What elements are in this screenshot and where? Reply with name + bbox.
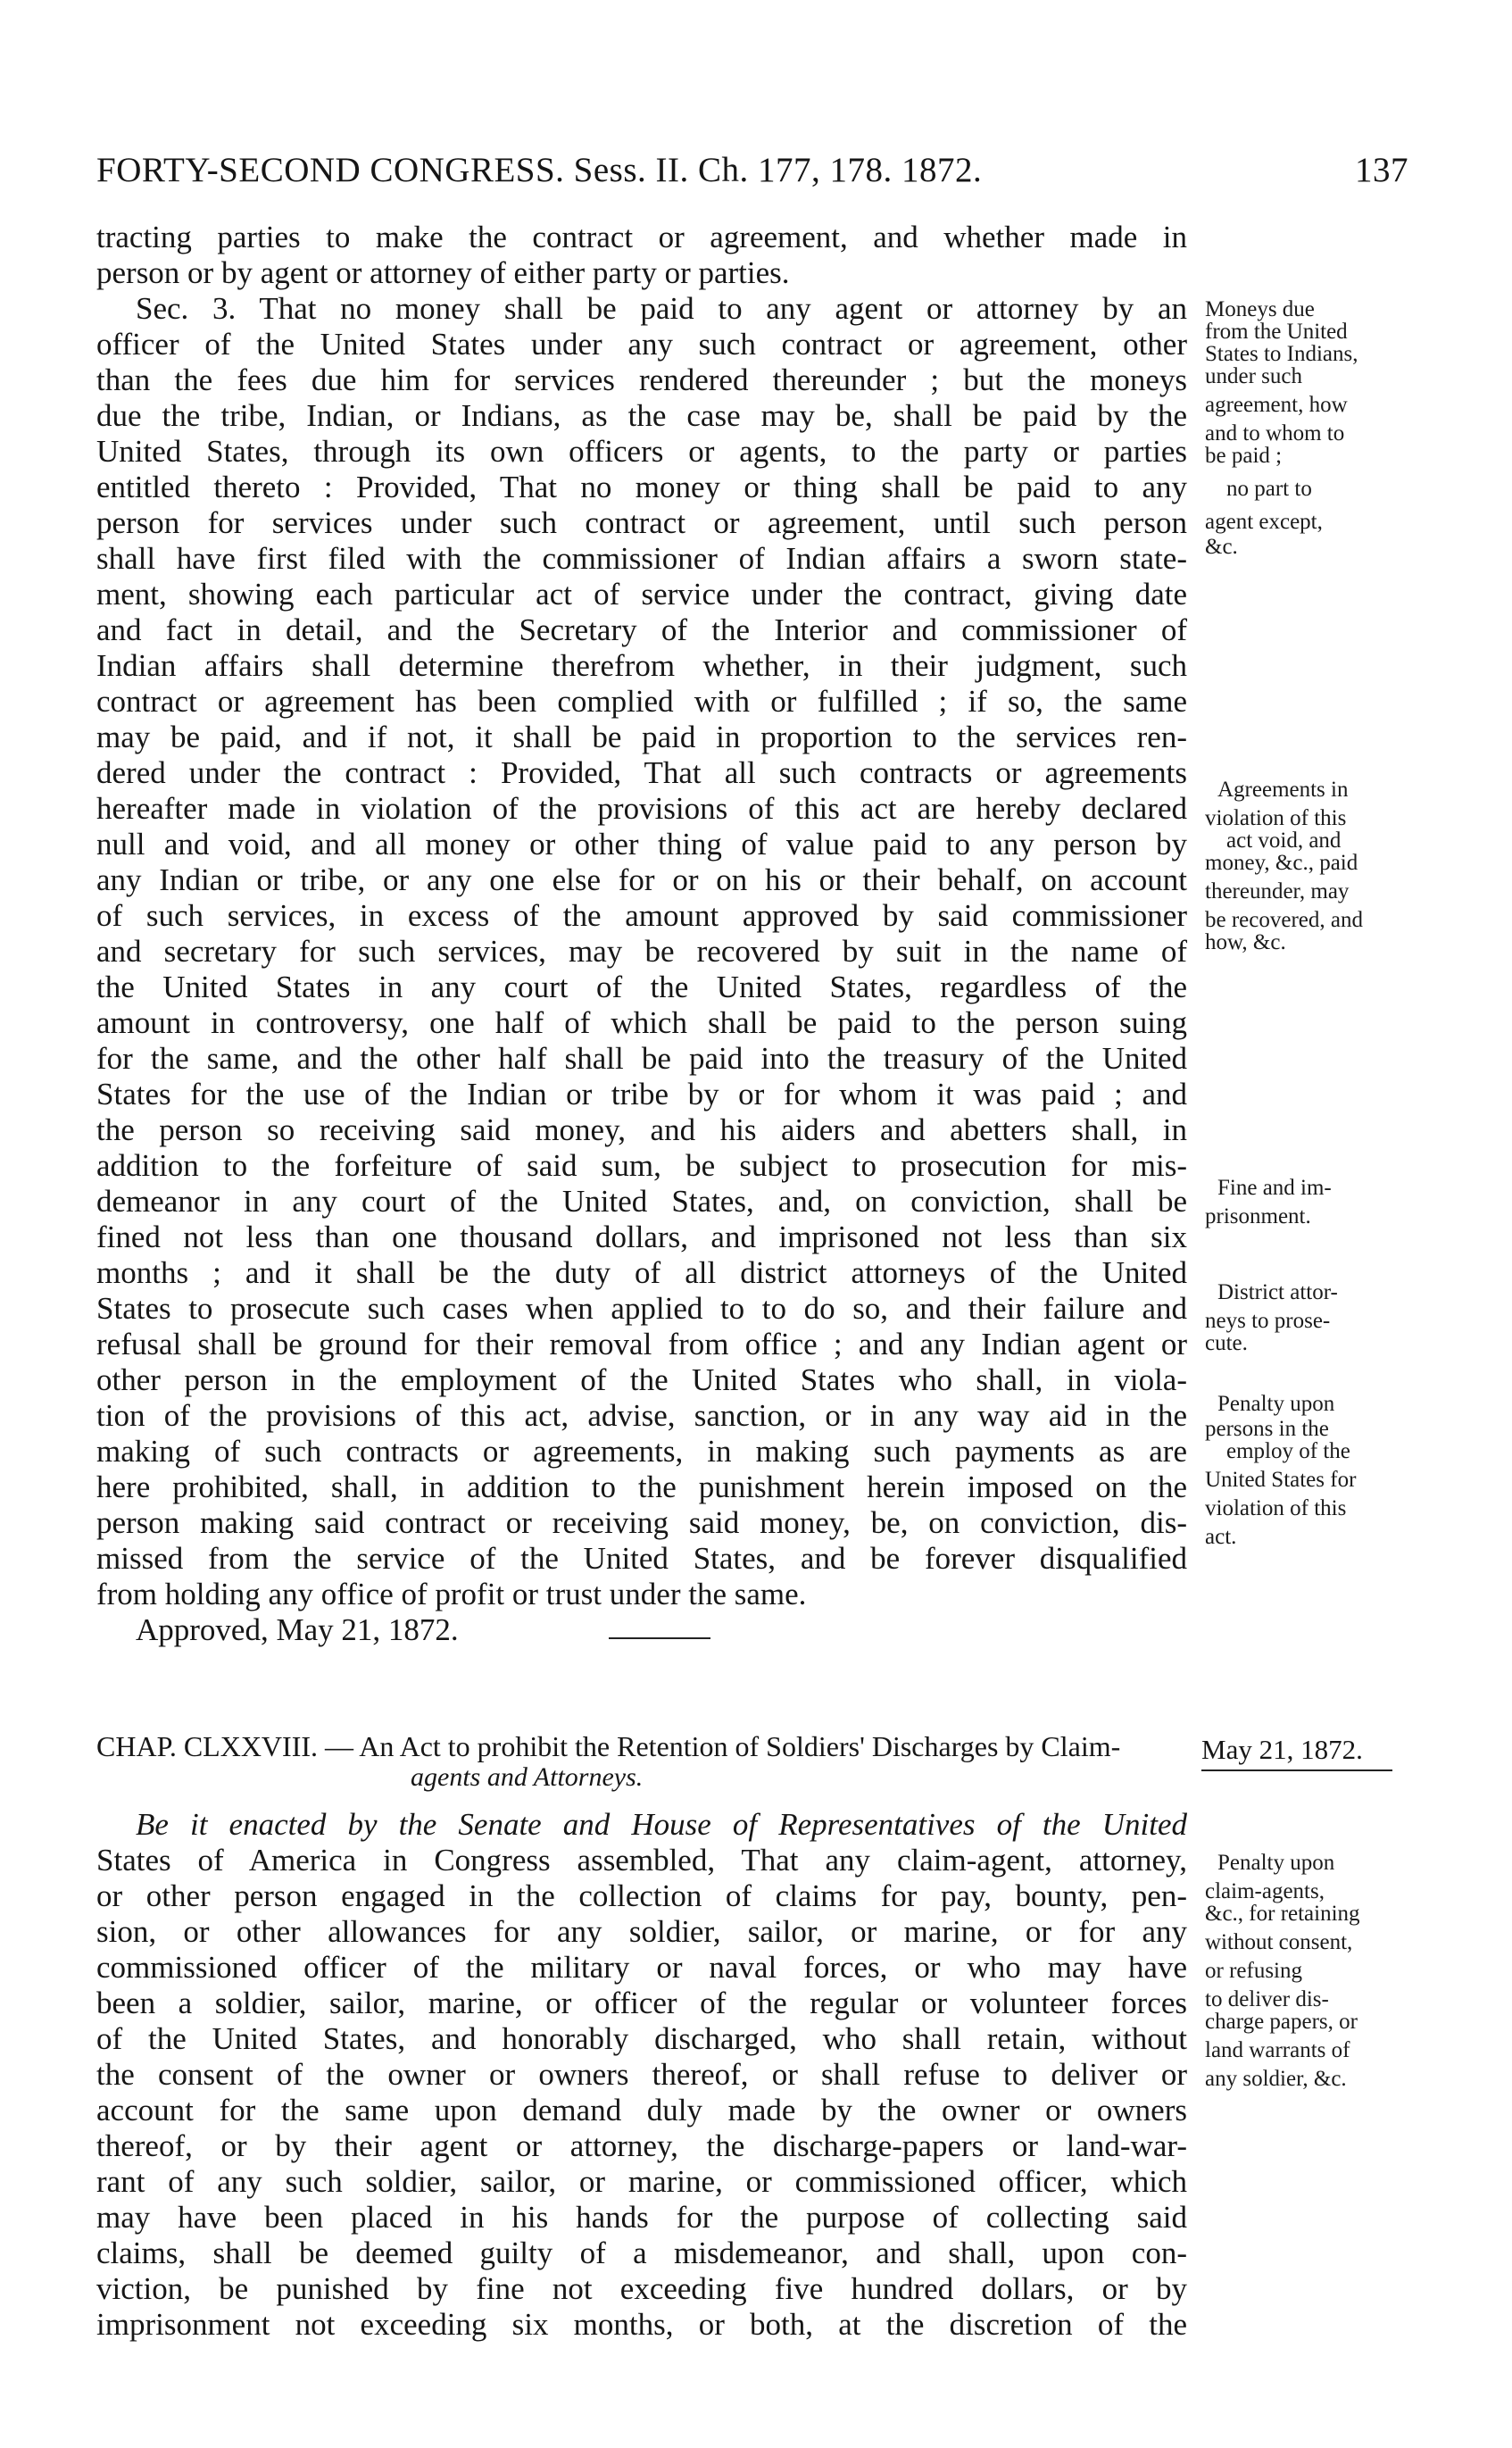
chapter-heading: CHAP. CLXXVIII. — An Act to prohibit the Retention of Soldiers' Discharges by Claim- xyxy=(96,1730,1121,1762)
margin-note: or refusing xyxy=(1205,1959,1302,1983)
margin-note: employ of the xyxy=(1226,1439,1350,1463)
margin-note: agent except, xyxy=(1205,510,1323,534)
text-line: may have been placed in his hands for the purpose of collecting said xyxy=(96,2200,1187,2235)
margin-note: be recovered, and xyxy=(1205,908,1363,932)
text-line: United States, through its own officers or agents, to the party or parties xyxy=(96,434,1187,469)
date-rule xyxy=(1201,1769,1392,1771)
margin-note: how, &c. xyxy=(1205,930,1286,954)
margin-note: from the United xyxy=(1205,320,1348,344)
margin-note: to deliver dis- xyxy=(1205,1987,1329,2011)
text-line: may be paid, and if not, it shall be paid in proportion to the services ren- xyxy=(96,720,1187,754)
margin-note: United States for xyxy=(1205,1468,1357,1492)
margin-note: neys to prose- xyxy=(1205,1309,1331,1333)
chapter-178-text xyxy=(96,1807,1187,2378)
running-head: FORTY-SECOND CONGRESS. Sess. II. Ch. 177, 178. 1872. xyxy=(96,151,983,189)
text-line: been a soldier, sailor, marine, or officer of the regular or volunteer forces xyxy=(96,1986,1187,2020)
chapter-date: May 21, 1872. xyxy=(1201,1734,1363,1765)
margin-note: &c. xyxy=(1205,535,1238,559)
text-line: ment, showing each particular act of service under the contract, giving date xyxy=(96,577,1187,612)
text-line: person for services under such contract or agreement, until such person xyxy=(96,505,1187,540)
margin-note: and to whom to xyxy=(1205,421,1345,445)
margin-note: prisonment. xyxy=(1205,1204,1311,1228)
margin-note: act void, and xyxy=(1226,828,1342,853)
margin-note: cute. xyxy=(1205,1331,1248,1355)
margin-note: violation of this xyxy=(1205,1496,1347,1520)
text-line: here prohibited, shall, in addition to the punishment herein imposed on the xyxy=(96,1470,1187,1504)
chapter-heading-cont: agents and Attorneys. xyxy=(411,1762,644,1792)
text-line: from holding any office of profit or trust under the same. xyxy=(96,1577,807,1611)
text-line: the United States in any court of the United States, regardless of the xyxy=(96,970,1187,1004)
text-line: of the United States, and honorably discharged, who shall retain, without xyxy=(96,2021,1187,2056)
text-line: demeanor in any court of the United States, and, on conviction, shall be xyxy=(96,1184,1187,1219)
margin-note: act. xyxy=(1205,1525,1237,1549)
text-line: other person in the employment of the United States who shall, in viola- xyxy=(96,1362,1187,1397)
text-line: making of such contracts or agreements, in making such payments as are xyxy=(96,1434,1187,1469)
margin-note: without consent, xyxy=(1205,1930,1353,1954)
margin-note: money, &c., paid xyxy=(1205,851,1358,875)
text-line: or other person engaged in the collection of claims for pay, bounty, pen- xyxy=(96,1878,1187,1913)
text-line: months ; and it shall be the duty of all district attorneys of the United xyxy=(96,1255,1187,1290)
margin-note: Fine and im- xyxy=(1217,1176,1332,1200)
text-line: officer of the United States under any such contract or agreement, other xyxy=(96,327,1187,362)
margin-note: Moneys due xyxy=(1205,297,1315,321)
text-line: States for the use of the Indian or tribe by or for whom it was paid ; and xyxy=(96,1077,1187,1112)
running-header xyxy=(96,150,1408,195)
text-line: null and void, and all money or other thing of value paid to any person by xyxy=(96,827,1187,862)
section-divider xyxy=(609,1637,710,1639)
text-line: person or by agent or attorney of either party or parties. xyxy=(96,255,790,290)
margin-note: agreement, how xyxy=(1205,393,1348,417)
text-line: Be it enacted by the Senate and House of Representatives of the United xyxy=(136,1807,1187,1842)
margin-note: Penalty upon xyxy=(1217,1392,1335,1416)
text-line: the consent of the owner or owners thereof, or shall refuse to deliver or xyxy=(96,2057,1187,2092)
margin-note: under such xyxy=(1205,364,1302,388)
text-line: person making said contract or receiving said money, be, on conviction, dis- xyxy=(96,1505,1187,1540)
text-line: account for the same upon demand duly made by the owner or owners xyxy=(96,2093,1187,2127)
margin-note: States to Indians, xyxy=(1205,342,1358,366)
text-line: the person so receiving said money, and his aiders and abetters shall, in xyxy=(96,1112,1187,1147)
text-line: refusal shall be ground for their removal from office ; and any Indian agent or xyxy=(96,1327,1187,1361)
margin-note: land warrants of xyxy=(1205,2038,1350,2062)
margin-note: charge papers, or xyxy=(1205,2010,1358,2034)
text-line: fined not less than one thousand dollars, and imprisoned not less than six xyxy=(96,1220,1187,1254)
margin-note: no part to xyxy=(1226,477,1312,501)
page-number: 137 xyxy=(1355,151,1408,189)
margin-note: District attor- xyxy=(1217,1280,1338,1304)
margin-note: any soldier, &c. xyxy=(1205,2067,1347,2091)
text-line: sion, or other allowances for any soldier, sailor, or marine, or for any xyxy=(96,1914,1187,1949)
approved-line: Approved, May 21, 1872. xyxy=(136,1612,459,1647)
text-line: tion of the provisions of this act, advise, sanction, or in any way aid in the xyxy=(96,1398,1187,1433)
text-line: any Indian or tribe, or any one else for or on his or their behalf, on account xyxy=(96,862,1187,897)
text-line: shall have first filed with the commissioner of Indian affairs a sworn state- xyxy=(96,541,1187,576)
text-line: Sec. 3. That no money shall be paid to any agent or attorney by an xyxy=(136,291,1187,326)
text-line: contract or agreement has been complied with or fulfilled ; if so, the same xyxy=(96,684,1187,719)
text-line: due the tribe, Indian, or Indians, as the case may be, shall be paid by the xyxy=(96,398,1187,433)
text-line: addition to the forfeiture of said sum, be subject to prosecution for mis- xyxy=(96,1148,1187,1183)
text-line: rant of any such soldier, sailor, or marine, or commissioned officer, which xyxy=(96,2164,1187,2199)
margin-note: Penalty upon xyxy=(1217,1851,1335,1875)
text-line: commissioned officer of the military or naval forces, or who may have xyxy=(96,1950,1187,1985)
text-line: viction, be punished by fine not exceeding five hundred dollars, or by xyxy=(96,2271,1187,2306)
margin-note: persons in the xyxy=(1205,1417,1329,1441)
margin-note: claim-agents, xyxy=(1205,1879,1325,1903)
text-line: Indian affairs shall determine therefrom whether, in their judgment, such xyxy=(96,648,1187,683)
margin-note: violation of this xyxy=(1205,806,1347,830)
text-line: missed from the service of the United States, and be forever disqualified xyxy=(96,1541,1187,1576)
text-line: and secretary for such services, may be recovered by suit in the name of xyxy=(96,934,1187,969)
text-line: hereafter made in violation of the provisions of this act are hereby declared xyxy=(96,791,1187,826)
margin-note: &c., for retaining xyxy=(1205,1902,1360,1926)
text-line: States to prosecute such cases when applied to to do so, and their failure and xyxy=(96,1291,1187,1326)
margin-note: Agreements in xyxy=(1217,778,1349,802)
margin-note: thereunder, may xyxy=(1205,879,1350,903)
text-line: dered under the contract : Provided, That all such contracts or agreements xyxy=(96,755,1187,790)
text-line: tracting parties to make the contract or agreement, and whether made in xyxy=(96,220,1187,254)
text-line: States of America in Congress assembled, That any claim-agent, attorney, xyxy=(96,1843,1187,1878)
text-line: amount in controversy, one half of which shall be paid to the person suing xyxy=(96,1005,1187,1040)
text-line: for the same, and the other half shall be paid into the treasury of the United xyxy=(96,1041,1187,1076)
text-line: entitled thereto : Provided, That no money or thing shall be paid to any xyxy=(96,470,1187,504)
text-line: than the fees due him for services rendered thereunder ; but the moneys xyxy=(96,362,1187,397)
text-line: imprisonment not exceeding six months, or both, at the discretion of the xyxy=(96,2307,1187,2342)
text-line: claims, shall be deemed guilty of a misdemeanor, and shall, upon con- xyxy=(96,2236,1187,2270)
text-line: and fact in detail, and the Secretary of the Interior and commissioner of xyxy=(96,612,1187,647)
text-line: of such services, in excess of the amount approved by said commissioner xyxy=(96,898,1187,933)
text-line: thereof, or by their agent or attorney, the discharge-papers or land-war- xyxy=(96,2128,1187,2163)
margin-note: be paid ; xyxy=(1205,444,1283,468)
